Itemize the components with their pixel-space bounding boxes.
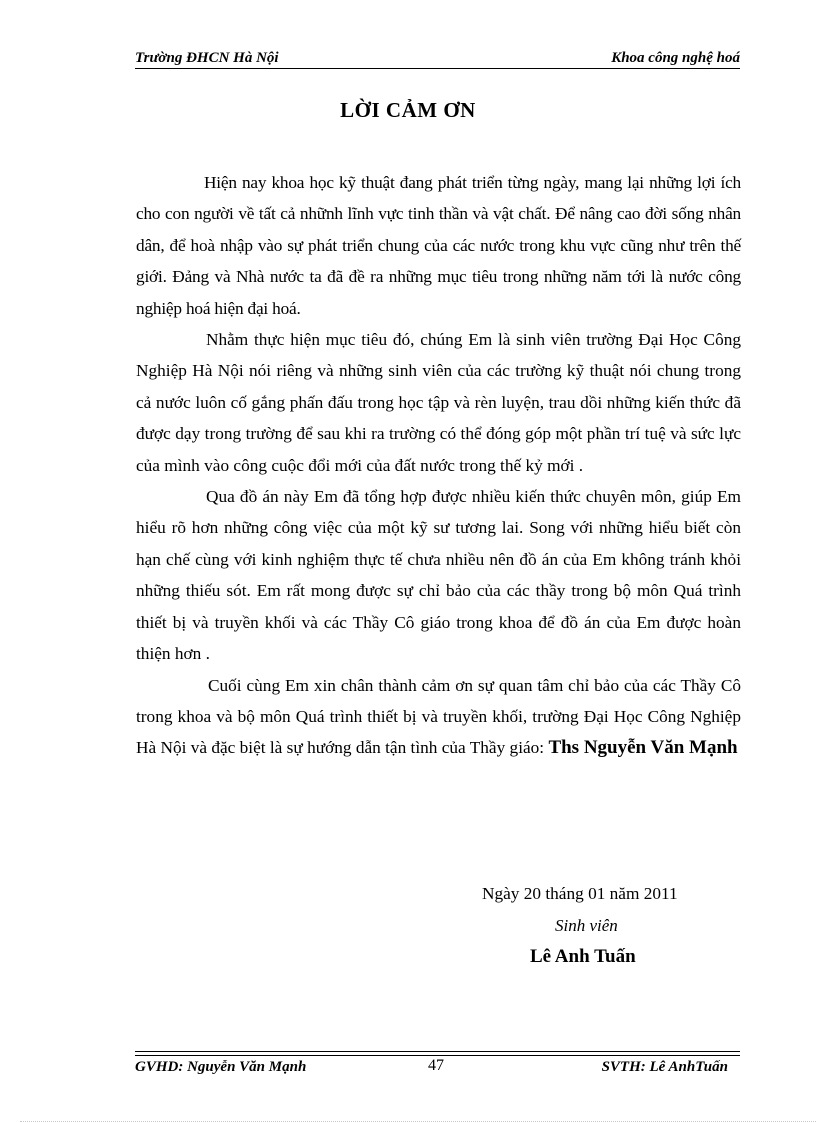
signature-name: Lê Anh Tuấn	[530, 946, 636, 967]
page-header	[135, 50, 740, 70]
paragraph-4	[136, 670, 741, 764]
advisor-name: Ths Nguyễn Văn Mạnh	[548, 737, 738, 759]
header-faculty: Khoa công nghệ hoá	[611, 50, 740, 66]
document-body	[136, 167, 741, 764]
signature-role: Sinh viên	[555, 916, 618, 935]
page-edge-dotted-line	[20, 1121, 816, 1122]
paragraph-3: Qua đồ án này Em đã tổng hợp được nhiều kiến thức chuyên môn, giúp Em hiểu rõ hơn những công việc của một kỹ sư tương lai. Song với những hiểu biết còn hạn chế cùng với kinh nghiệm thực tế chưa nhiều nên đồ án của Em không tránh khỏi những thiếu sót. Em rất mong được sự chỉ bảo của các thầy trong bộ môn Quá trình thiết bị và truyền khối và các Thầy Cô giáo trong khoa để đồ án của Em được hoàn thiện hơn .	[136, 487, 741, 664]
header-rule	[135, 68, 740, 69]
paragraph-1: Hiện nay khoa học kỹ thuật đang phát triển từng ngày, mang lại những lợi ích cho con người về tất cả nhữnh lĩnh vực tinh thần và vật chất. Để nâng cao đời sống nhân dân, để hoà nhập vào sự phát triển chung của các nước trong khu vực cũng như trên thế giới. Đảng và Nhà nước ta đã đề ra những mục tiêu trong những năm tới là nước công nghiệp hoá hiện đại hoá.	[136, 173, 741, 318]
paragraph-2: Nhằm thực hiện mục tiêu đó, chúng Em là sinh viên trường Đại Học Công Nghiệp Hà Nội nói riêng và những sinh viên của các trường kỹ thuật nói chung trong cả nước luôn cố gắng phấn đấu trong học tập và rèn luyện, trau dồi những kiến thức đã được dạy trong trường để sau khi ra trường có thể đóng góp một phần trí tuệ và sức lực của mình vào công cuộc đổi mới của đất nước trong thế kỷ mới .	[136, 330, 741, 475]
header-school: Trường ĐHCN Hà Nội	[135, 50, 279, 66]
page-title: LỜI CẢM ƠN	[340, 98, 476, 122]
footer-rule-bottom	[135, 1055, 740, 1056]
paragraph-4-text: Cuối cùng Em xin chân thành cảm ơn sự quan tâm chỉ bảo của các Thầy Cô trong khoa và bộ môn Quá trình thiết bị và truyền khối, trường Đại Học Công Nghiệp Hà Nội và đặc biệt là sự hướng dẫn tận tình của Thầy giáo:	[136, 675, 741, 758]
page-footer	[135, 1057, 740, 1079]
footer-rule-top	[135, 1051, 740, 1052]
page-number: 47	[428, 1057, 444, 1074]
footer-student: SVTH: Lê AnhTuấn	[601, 1059, 728, 1075]
footer-advisor: GVHD: Nguyễn Văn Mạnh	[135, 1059, 307, 1075]
signature-date: Ngày 20 tháng 01 năm 2011	[482, 884, 678, 903]
